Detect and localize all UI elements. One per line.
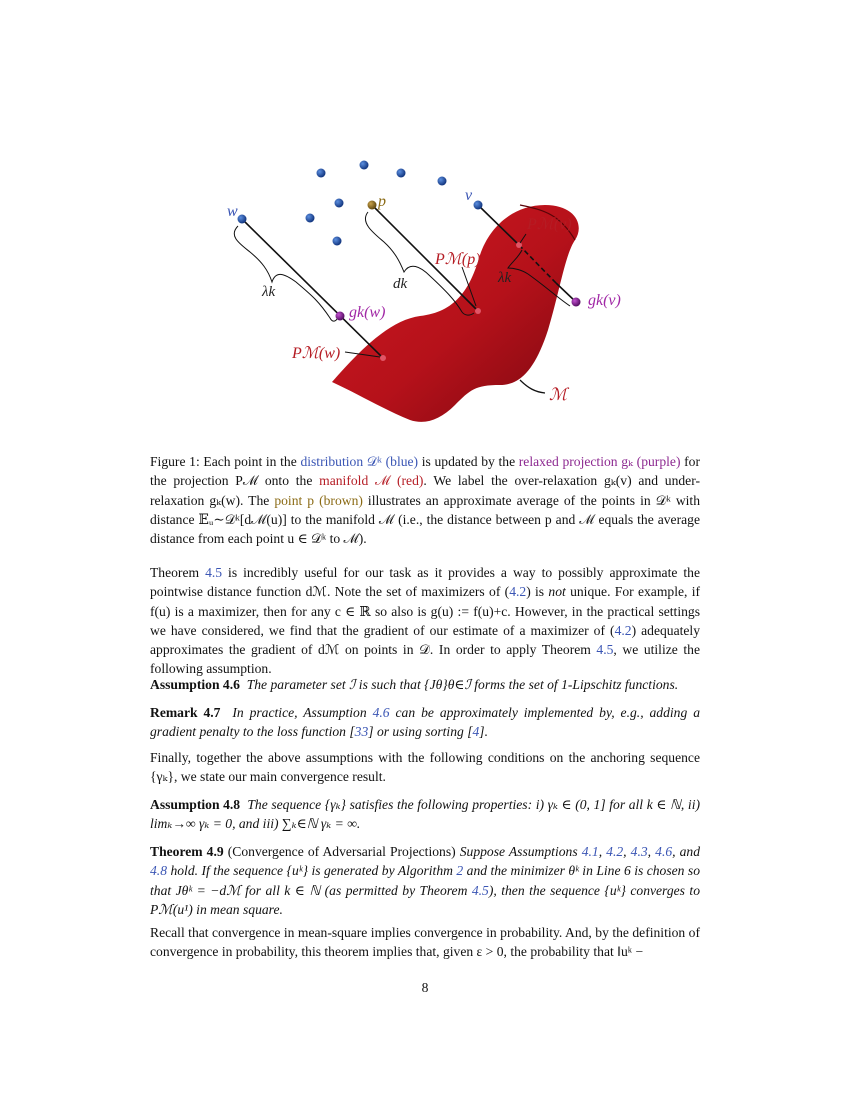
- ref-link[interactable]: 4.5: [205, 565, 223, 580]
- label-pm-w: Pℳ(w): [292, 345, 341, 362]
- caption-text: Figure 1: Each point in the: [150, 454, 301, 469]
- assumption-text: The parameter set ℐ is such that {Jθ}θ∈ℐ forms the set of 1-Lipschitz functions.: [246, 677, 679, 692]
- text: Theorem: [150, 565, 206, 580]
- text: is incredibly useful for our task as it provides a way to possibly approximate the pointwise distance function dℳ. Note the set of maximizers of (: [150, 565, 701, 600]
- point-p: [368, 201, 377, 210]
- text: unique. For example, if f(u) is a maximizer, then for any c ∈ ℝ so also is g(u) := f(u)+c. However, in the practical settings we have considered, we find that the gradient of our estimate of a maximizer of (: [150, 584, 701, 638]
- text: In practice, Assumption: [232, 705, 373, 720]
- ref-link[interactable]: 4.8: [150, 863, 167, 879]
- ref-link[interactable]: 4.2: [614, 622, 632, 638]
- caption-text: for the projection Pℳ onto the: [150, 454, 700, 489]
- ref-link[interactable]: 4.1: [581, 844, 599, 859]
- text: Suppose Assumptions: [459, 844, 582, 859]
- label-v: v: [465, 187, 473, 204]
- label-pm-v: Pℳ(v): [527, 216, 572, 233]
- point-pm-v: [516, 242, 522, 248]
- text: ,: [623, 844, 631, 859]
- text: ] or using sorting [: [368, 724, 473, 740]
- text: ,: [598, 844, 607, 859]
- paragraph-2: [150, 748, 700, 787]
- assumption-4-8: [150, 795, 700, 834]
- text: can be approximately implemented by, e.g., adding a gradient penalty to the loss function [: [150, 705, 700, 740]
- figure-caption: [150, 452, 700, 548]
- ref-link[interactable]: 4.2: [606, 844, 624, 859]
- brace-lambda-left: [234, 226, 337, 321]
- text: ) is: [526, 584, 549, 600]
- caption-relaxed: relaxed projection gₖ (purple): [518, 454, 681, 469]
- text: Recall that convergence in mean-square implies convergence in probability. And, by the definition of convergence in probability, this theorem implies that, given ε > 0, the probability that ‖uᵏ −: [150, 925, 700, 960]
- theorem-4-9: [150, 842, 700, 919]
- label-manifold: ℳ: [549, 385, 568, 404]
- point-pm-p: [475, 308, 481, 314]
- theorem-head: Theorem 4.9: [150, 844, 224, 859]
- label-gk-v: gk(v): [588, 292, 621, 309]
- point-pm-w: [380, 355, 386, 361]
- assumption-text: The sequence {γₖ} satisfies the following properties: i) γₖ ∈ (0, 1] for all k ∈ ℕ, ii) limₖ→∞ γₖ = 0, and iii) ∑ₖ∈ℕ γₖ = ∞.: [150, 797, 700, 832]
- caption-text: is updated by the: [418, 454, 519, 469]
- ref-link[interactable]: 2: [456, 863, 464, 879]
- text: , we utilize the following assumption.: [150, 642, 700, 677]
- label-w: w: [227, 203, 238, 220]
- label-lambda-left: λk: [262, 284, 276, 300]
- figure-1: [0, 0, 850, 440]
- ref-link[interactable]: 4.5: [471, 882, 489, 898]
- text: ) adequately approximates the gradient of dℳ on points in 𝒟. In order to apply Theorem: [150, 622, 700, 658]
- ref-link[interactable]: 4.6: [372, 705, 390, 720]
- ref-link[interactable]: 4.2: [509, 584, 527, 600]
- text: , and: [672, 844, 701, 859]
- label-lambda-right: λk: [498, 270, 512, 286]
- caption-manifold: manifold ℳ (red): [319, 473, 424, 489]
- emph: not: [548, 584, 566, 600]
- text: ), then the sequence {uᵏ} converges to Pℳ(u¹) in mean square.: [150, 882, 700, 917]
- point-gk-v: [572, 298, 581, 307]
- paragraph-1: [150, 563, 700, 679]
- caption-text: . We label the over-relaxation gₖ(v) and under-relaxation gₖ(w). The: [150, 473, 700, 508]
- caption-text: illustrates an approximate average of the points in 𝒟ᵏ with distance 𝔼ᵤ∼𝒟ᵏ[dℳ(u)] to the manifold ℳ (i.e., the distance between p and ℳ equals the average distance from each point u ∈ 𝒟ᵏ to ℳ).: [150, 492, 701, 547]
- text: ,: [647, 844, 656, 859]
- ref-link[interactable]: 4.6: [655, 844, 673, 859]
- assumption-head: Assumption 4.8: [150, 797, 241, 812]
- ref-link[interactable]: 4.5: [596, 642, 614, 658]
- paragraph-3: [150, 923, 700, 962]
- caption-distribution: distribution 𝒟ᵏ (blue): [300, 454, 419, 469]
- label-pm-p: Pℳ(p): [435, 251, 481, 268]
- label-gk-w: gk(w): [349, 304, 386, 321]
- text: and the minimizer θᵏ in Line 6 is chosen so that Jθᵏ = −dℳ for all k ∈ ℕ (as permitted by Theorem: [150, 863, 700, 898]
- remark-4-7: [150, 703, 700, 742]
- text: Finally, together the above assumptions with the following conditions on the anchoring sequence {γₖ}, we state our main convergence result.: [150, 750, 700, 785]
- assumption-head: Assumption 4.6: [150, 677, 240, 692]
- remark-head: Remark 4.7: [150, 705, 221, 720]
- ref-link[interactable]: 4: [472, 724, 480, 740]
- label-p: p: [378, 193, 386, 210]
- text: ].: [479, 724, 488, 740]
- text: hold. If the sequence {uᵏ} is generated by Algorithm: [167, 863, 457, 879]
- ref-link[interactable]: 33: [354, 724, 369, 740]
- label-dk: dk: [393, 276, 408, 292]
- page-number: 8: [421, 980, 429, 995]
- theorem-title: (Convergence of Adversarial Projections): [227, 844, 456, 859]
- caption-point: point p (brown): [274, 492, 363, 508]
- assumption-4-6: [150, 675, 700, 694]
- ref-link[interactable]: 4.3: [630, 844, 648, 859]
- point-w: [238, 215, 247, 224]
- point-v: [474, 201, 483, 210]
